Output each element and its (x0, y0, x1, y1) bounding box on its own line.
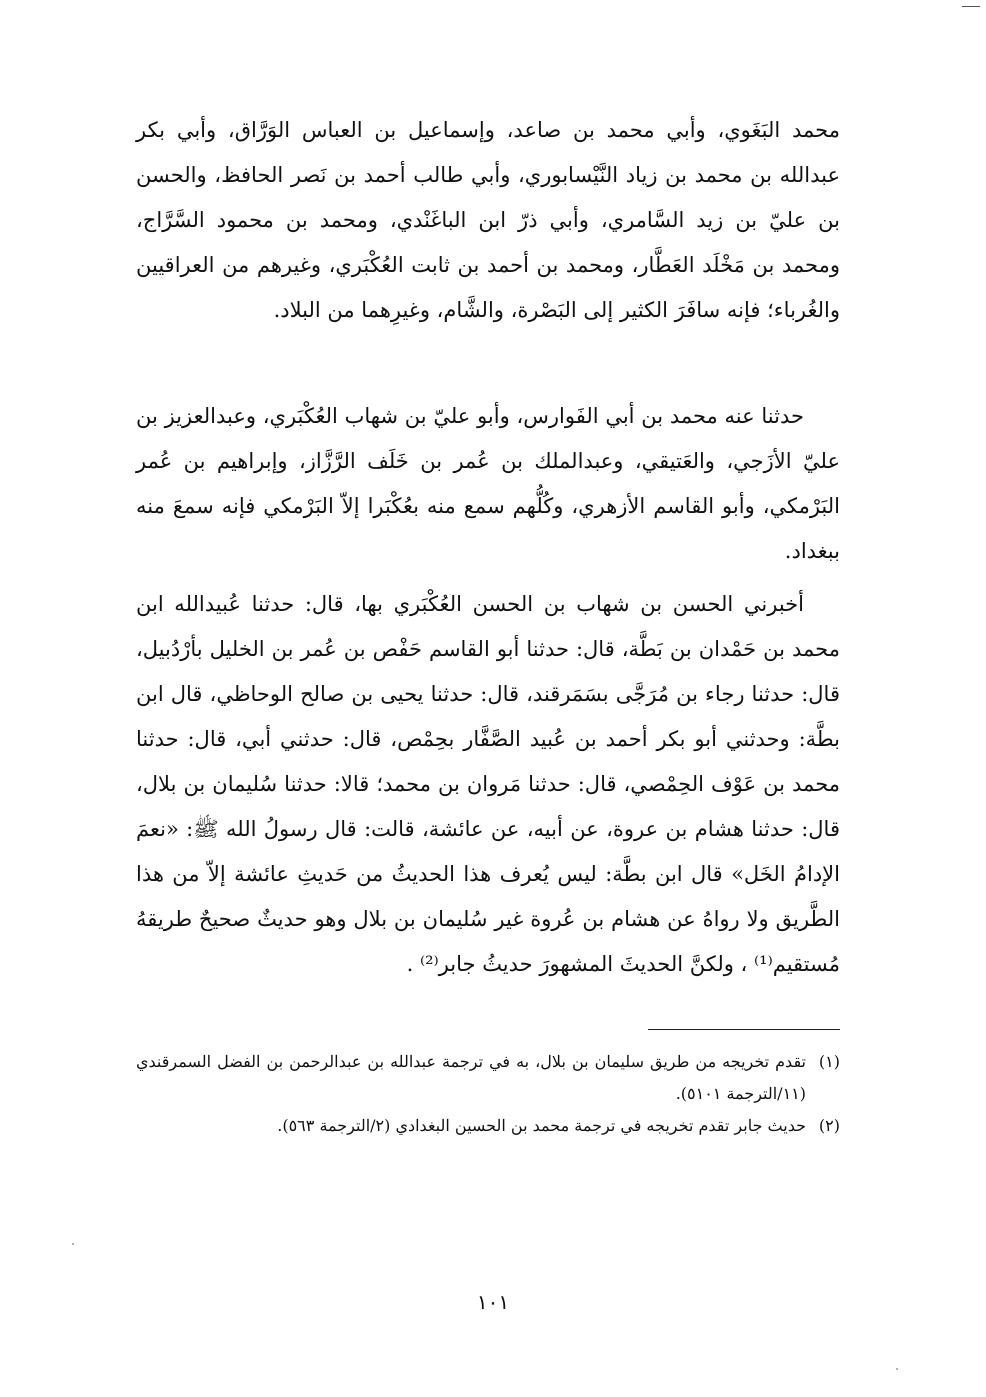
paragraph-3-content: أخبرني الحسن بن شهاب بن الحسن العُكْبَري بها، قال: حدثنا عُبيدالله ابن محمد بن حَمْدان بن بَطَّة، قال: حدثنا أبو القاسم حَفْص بن عُمر بن الخليل بأرْدُبيل، قال: حدثنا رجاء بن مُرَجَّى بسَمَرقند، قال: حدثنا يحيى بن صالح الوحاظي، قال ابن بطَّة: وحدثني أبو بكر أحمد بن عُبيد الصَّفَّار بحِمْص، قال: حدثني أبي، قال: حدثنا محمد بن عَوْف الحِمْصي، قال: حدثنا مَروان بن محمد؛ قالا: حدثنا سُليمان بن بلال، قال: حدثنا هشام بن عروة، عن أبيه، عن عائشة، قالت: قال رسولُ الله ﷺ: «نعمَ الإدامُ الخَل» قال ابن بطَّة: ليس يُعرف هذا الحديثُ من حَديثِ عائشة إلاّ من هذا الطَّريق ولا رواهُ عن هشام بن عُروة غير سُليمان بن بلال وهو حديثٌ صحيحٌ طريقهُ مُستقيم⁽¹⁾ ، ولكنَّ الحديثَ المشهورَ حديثُ جابر⁽²⁾ . (136, 592, 840, 976)
paragraph-2-text (136, 394, 840, 574)
footnote-2 (136, 1110, 840, 1142)
footnote-number: (١) (818, 1052, 840, 1071)
page-number: ١٠١ (476, 1290, 510, 1314)
scan-speck (896, 1368, 898, 1370)
footnotes-section (136, 1046, 840, 1142)
footnote-1 (136, 1046, 840, 1110)
paragraph-2-content: حدثنا عنه محمد بن أبي الفَوارس، وأبو عليّ بن شهاب العُكْبَري، وعبدالعزيز بن عليّ الأزَجي، والعَتيقي، وعبدالملك بن عُمر بن خَلَف الرَّزَّاز، وإبراهيم بن عُمر البَرْمكي، وأبو القاسم الأزهري، وكُلُّهم سمع منه بعُكْبَرا إلاّ البَرْمكي فإنه سمعَ منه ببغداد. (136, 404, 840, 563)
footnote-text: حديث جابر تقدم تخريجه في ترجمة محمد بن الحسين البغدادي (٢/الترجمة ٥٦٣). (277, 1116, 806, 1135)
scan-corner-mark (962, 6, 980, 7)
footnote-text: تقدم تخريجه من طريق سليمان بن بلال، به في ترجمة عبدالله بن عبدالرحمن بن الفضل السمرقندي (١١/الترجمة ٥١٠١). (136, 1052, 806, 1103)
paragraph-1-text: محمد البَغَوي، وأبي محمد بن صاعد، وإسماعيل بن العباس الوَرَّاق، وأبي بكر عبدالله بن محمد بن زياد النَّيْسابوري، وأبي طالب أحمد بن نَصر الحافظ، والحسن بن عليّ بن زيد السَّامري، وأبي ذرّ ابن الباغَنْدي، ومحمد بن محمود السَّرَّاج، ومحمد بن مَخْلَد العَطَّار، ومحمد بن أحمد بن ثابت العُكْبَري، وغيرهم من العراقيين والغُرباء؛ فإنه سافَرَ الكثير إلى البَصْرة، والشَّام، وغيرِهما من البلاد. (136, 118, 840, 322)
body-paragraph-3 (136, 582, 840, 987)
footnote-separator-rule (648, 1029, 840, 1030)
body-paragraph-1 (136, 108, 840, 333)
paragraph-3-text (136, 582, 840, 987)
footnote-number: (٢) (818, 1116, 840, 1135)
body-paragraph-2 (136, 394, 840, 574)
scan-speck (72, 1243, 74, 1245)
